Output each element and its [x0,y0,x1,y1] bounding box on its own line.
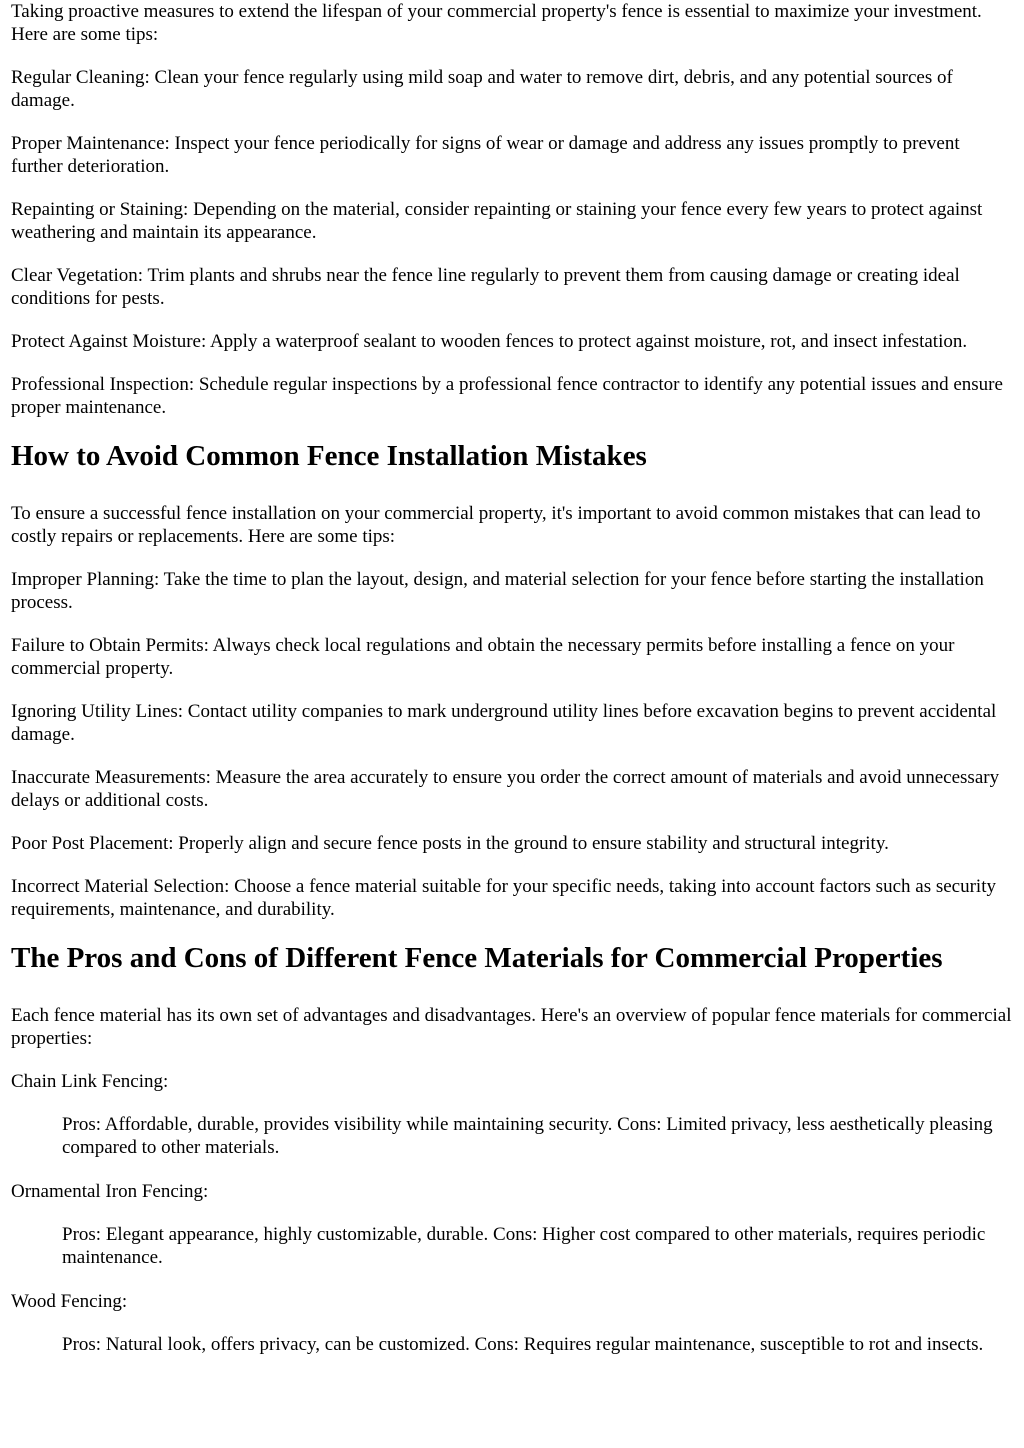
tip-clear-vegetation: Clear Vegetation: Trim plants and shrubs near the fence line regularly to prevent them from causing damage or creating ideal conditions for pests. [11,265,960,309]
material-details-chain-link: Pros: Affordable, durable, provides visibility while maintaining security. Cons: Limited privacy, less aesthetically pleasing compared to other materials. [62,1114,993,1158]
tip-regular-cleaning: Regular Cleaning: Clean your fence regularly using mild soap and water to remove dirt, debris, and any potential sources of damage. [11,67,953,111]
section1-intro: Taking proactive measures to extend the lifespan of your commercial property's fence is essential to maximize your investment. Here are some tips: [11,1,982,45]
mistake-post-placement: Poor Post Placement: Properly align and secure fence posts in the ground to ensure stability and structural integrity. [11,833,889,854]
section3-heading: The Pros and Cons of Different Fence Materials for Commercial Properties [11,942,943,974]
material-name-wood: Wood Fencing: [11,1291,128,1312]
material-details-wood: Pros: Natural look, offers privacy, can be customized. Cons: Requires regular maintenance, susceptible to rot and insects. [62,1334,984,1355]
material-name-chain-link: Chain Link Fencing: [11,1071,169,1092]
tip-professional-inspection: Professional Inspection: Schedule regular inspections by a professional fence contractor to identify any potential issues and ensure proper maintenance. [11,374,1003,418]
tip-proper-maintenance: Proper Maintenance: Inspect your fence periodically for signs of wear or damage and address any issues promptly to prevent further deterioration. [11,133,960,177]
mistake-utility-lines: Ignoring Utility Lines: Contact utility companies to mark underground utility lines before excavation begins to prevent accidental damage. [11,701,997,745]
mistake-measurements: Inaccurate Measurements: Measure the area accurately to ensure you order the correct amount of materials and avoid unnecessary delays or additional costs. [11,767,1000,811]
section2-intro: To ensure a successful fence installation on your commercial property, it's important to avoid common mistakes that can lead to costly repairs or replacements. Here are some tips: [11,503,981,547]
tip-protect-moisture: Protect Against Moisture: Apply a waterproof sealant to wooden fences to protect against moisture, rot, and insect infestation. [11,331,968,352]
mistake-permits: Failure to Obtain Permits: Always check local regulations and obtain the necessary permits before installing a fence on your commercial property. [11,635,955,679]
material-name-ornamental-iron: Ornamental Iron Fencing: [11,1181,209,1202]
section2-heading: How to Avoid Common Fence Installation Mistakes [11,440,647,472]
tip-repainting-staining: Repainting or Staining: Depending on the material, consider repainting or staining your fence every few years to protect against weathering and maintain its appearance. [11,199,983,243]
mistake-improper-planning: Improper Planning: Take the time to plan the layout, design, and material selection for your fence before starting the installation process. [11,569,984,613]
section3-intro: Each fence material has its own set of advantages and disadvantages. Here's an overview of popular fence materials for commercial properties: [11,1005,1012,1049]
material-details-ornamental-iron: Pros: Elegant appearance, highly customizable, durable. Cons: Higher cost compared to other materials, requires periodic maintenance. [62,1224,986,1268]
mistake-material-selection: Incorrect Material Selection: Choose a fence material suitable for your specific needs, taking into account factors such as security requirements, maintenance, and durability. [11,876,996,920]
